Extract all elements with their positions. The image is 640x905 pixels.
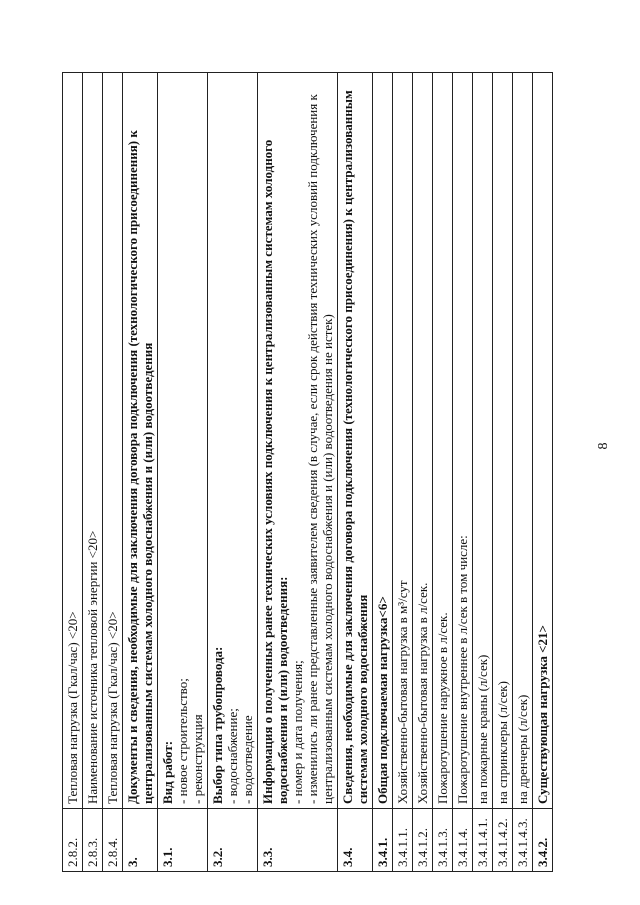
- row-number: 3.4.: [338, 809, 373, 872]
- row-number: 3.2.: [208, 809, 258, 872]
- row-description: [373, 73, 393, 809]
- table-row: [373, 73, 393, 872]
- row-description: [103, 73, 123, 809]
- row-text-line: Выбор типа трубопровода:: [210, 646, 225, 804]
- table-row: [533, 73, 553, 872]
- table-row: [258, 73, 338, 872]
- row-text-line: Пожаротушение наружное в л/сек.: [435, 612, 450, 804]
- row-text-line: Наименование источника тепловой энергии <20>: [85, 530, 100, 804]
- row-text-line: на дренчеры (л/сек): [515, 694, 530, 804]
- row-text-line: Вид работ:: [160, 740, 175, 804]
- row-text-line: Информация о полученных ранее технических условиях подключения к централизованным системам холодного водоснабжения и (или) водоотведения:: [260, 139, 290, 804]
- table-row: [158, 73, 208, 872]
- row-description: [158, 73, 208, 809]
- row-number: 3.: [123, 809, 158, 872]
- row-description: [473, 73, 493, 809]
- row-text-line: Пожаротушение внутреннее в л/сек в том числе:: [455, 535, 470, 804]
- table-row: [433, 73, 453, 872]
- row-text-line: Тепловая нагрузка (Гкал/час) <20>: [105, 611, 120, 804]
- row-text-line: на спринклеры (л/сек): [495, 681, 510, 804]
- row-text-line: Хозяйственно-бытовая нагрузка в л/сек.: [415, 582, 430, 804]
- row-text-line: Общая подключаемая нагрузка<6>: [375, 596, 390, 804]
- application-form-table: [62, 72, 553, 872]
- row-description: [413, 73, 433, 809]
- form-table-body: [63, 73, 553, 872]
- row-number: 3.4.2.: [533, 809, 553, 872]
- row-number: 2.8.4.: [103, 809, 123, 872]
- row-number: 2.8.3.: [83, 809, 103, 872]
- row-number: 3.3.: [258, 809, 338, 872]
- row-text-line: Тепловая нагрузка (Гкал/час) <20>: [65, 611, 80, 804]
- row-description: [433, 73, 453, 809]
- row-text-line: на пожарные краны (л/сек): [475, 654, 490, 804]
- table-row: [208, 73, 258, 872]
- row-description: [513, 73, 533, 809]
- row-text-line: Существующая нагрузка <21>: [535, 625, 550, 804]
- row-text-line: - реконструкция: [190, 714, 205, 804]
- table-row: [123, 73, 158, 872]
- row-description: [208, 73, 258, 809]
- row-number: 3.1.: [158, 809, 208, 872]
- row-description: [258, 73, 338, 809]
- row-number: 2.8.2.: [63, 809, 83, 872]
- row-number: 3.4.1.4.: [453, 809, 473, 872]
- rotated-form: [62, 72, 622, 872]
- row-text-line: Хозяйственно-бытовая нагрузка в м³/сут: [395, 580, 410, 804]
- row-number: 3.4.1.1.: [393, 809, 413, 872]
- table-row: [493, 73, 513, 872]
- table-row: [63, 73, 83, 872]
- row-description: [393, 73, 413, 809]
- row-description: [83, 73, 103, 809]
- table-row: [393, 73, 413, 872]
- row-text-line: - водоснабжение;: [225, 708, 240, 804]
- table-row: [453, 73, 473, 872]
- page-number: 8: [596, 442, 611, 450]
- row-text-line: - водоотведение: [240, 715, 255, 804]
- row-number: 3.4.1.4.3.: [513, 809, 533, 872]
- table-row: [413, 73, 433, 872]
- row-text-line: - изменились ли ранее представленные заявителем сведения (в случае, если срок действия технических условий подключения к централизованным системам холодного водоснабжения и (или) водоотведения не истек): [305, 94, 335, 804]
- row-text-line: - номер и дата получения;: [290, 660, 305, 804]
- row-text-line: Документы и сведения, необходимые для заключения договора подключения (технологического присоединения) к централизованным системам холодного водоснабжения и (или) водоотведения: [125, 130, 155, 804]
- table-row: [83, 73, 103, 872]
- row-description: [63, 73, 83, 809]
- row-description: [338, 73, 373, 809]
- row-description: [533, 73, 553, 809]
- row-number: 3.4.1.2.: [413, 809, 433, 872]
- row-number: 3.4.1.: [373, 809, 393, 872]
- row-text-line: Сведения, необходимые для заключения договора подключения (технологического присоединения) к централизованным системам холодного водоснабжения: [340, 90, 370, 804]
- row-number: 3.4.1.4.2.: [493, 809, 513, 872]
- table-row: [103, 73, 123, 872]
- row-number: 3.4.1.4.1.: [473, 809, 493, 872]
- table-row: [473, 73, 493, 872]
- row-number: 3.4.1.3.: [433, 809, 453, 872]
- row-description: [453, 73, 473, 809]
- table-row: [338, 73, 373, 872]
- row-description: [493, 73, 513, 809]
- row-text-line: - новое строительство;: [175, 678, 190, 804]
- row-description: [123, 73, 158, 809]
- table-row: [513, 73, 533, 872]
